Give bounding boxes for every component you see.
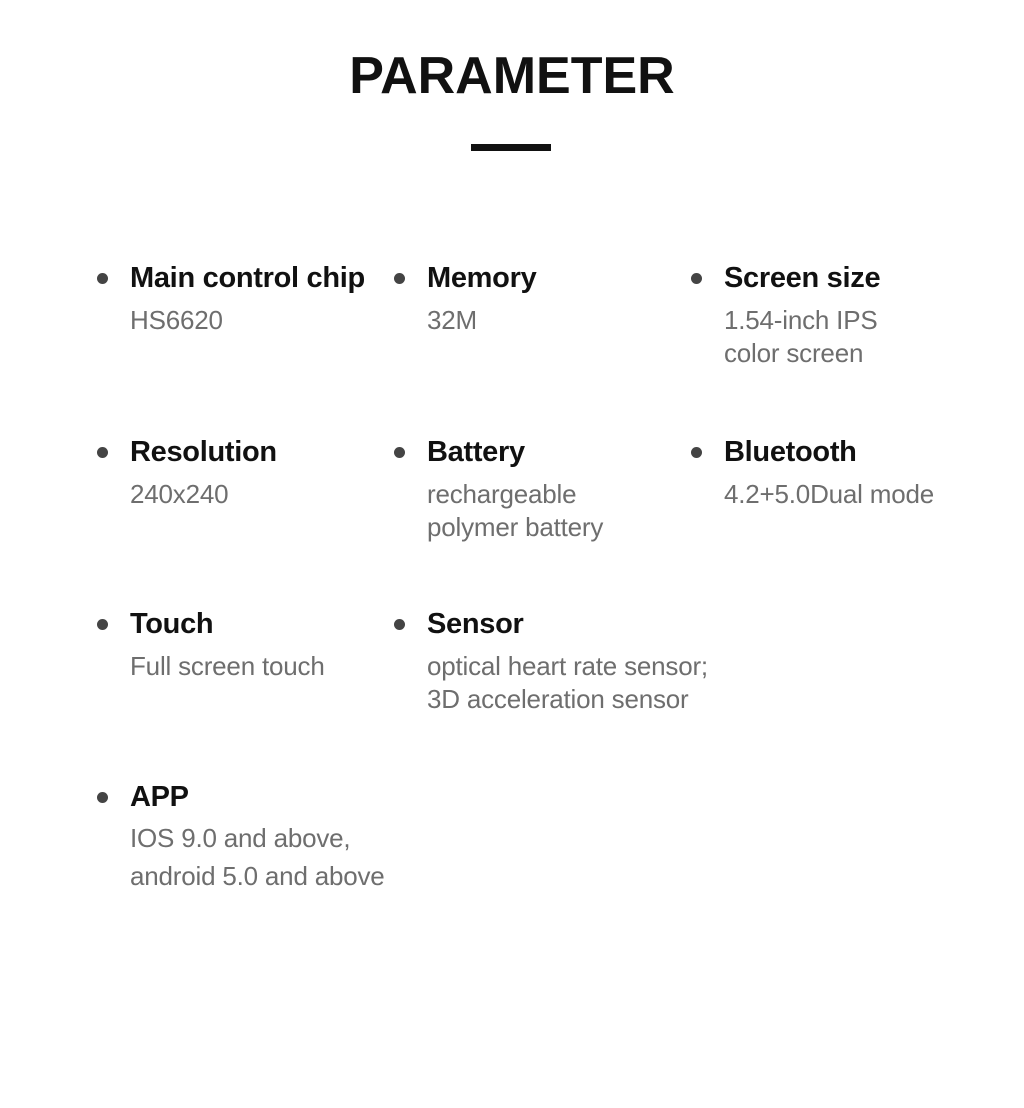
spec-value: IOS 9.0 and above, android 5.0 and above — [130, 823, 385, 891]
spec-value: 32M — [427, 305, 477, 335]
spec-label: Main control chip — [130, 262, 365, 294]
spec-label: Battery — [427, 436, 525, 468]
spec-label: Sensor — [427, 608, 524, 640]
bullet-icon — [394, 447, 405, 458]
spec-value: 240x240 — [130, 479, 229, 509]
spec-label: Resolution — [130, 436, 277, 468]
bullet-icon — [97, 619, 108, 630]
spec-label: Screen size — [724, 262, 881, 294]
spec-label: Bluetooth — [724, 436, 857, 468]
spec-label: Touch — [130, 608, 214, 640]
bullet-icon — [691, 447, 702, 458]
bullet-icon — [394, 273, 405, 284]
spec-label: APP — [130, 781, 189, 813]
bullet-icon — [97, 792, 108, 803]
bullet-icon — [394, 619, 405, 630]
page-title: PARAMETER — [349, 47, 675, 105]
spec-value: optical heart rate sensor; 3D acceleration sensor — [427, 651, 708, 714]
spec-value: rechargeable polymer battery — [427, 479, 604, 542]
spec-value: Full screen touch — [130, 651, 325, 681]
title-divider — [471, 144, 551, 151]
spec-value: 1.54-inch IPS color screen — [724, 305, 878, 368]
spec-label: Memory — [427, 262, 537, 294]
spec-value: 4.2+5.0Dual mode — [724, 479, 935, 509]
bullet-icon — [97, 273, 108, 284]
spec-value: HS6620 — [130, 305, 223, 335]
bullet-icon — [97, 447, 108, 458]
bullet-icon — [691, 273, 702, 284]
